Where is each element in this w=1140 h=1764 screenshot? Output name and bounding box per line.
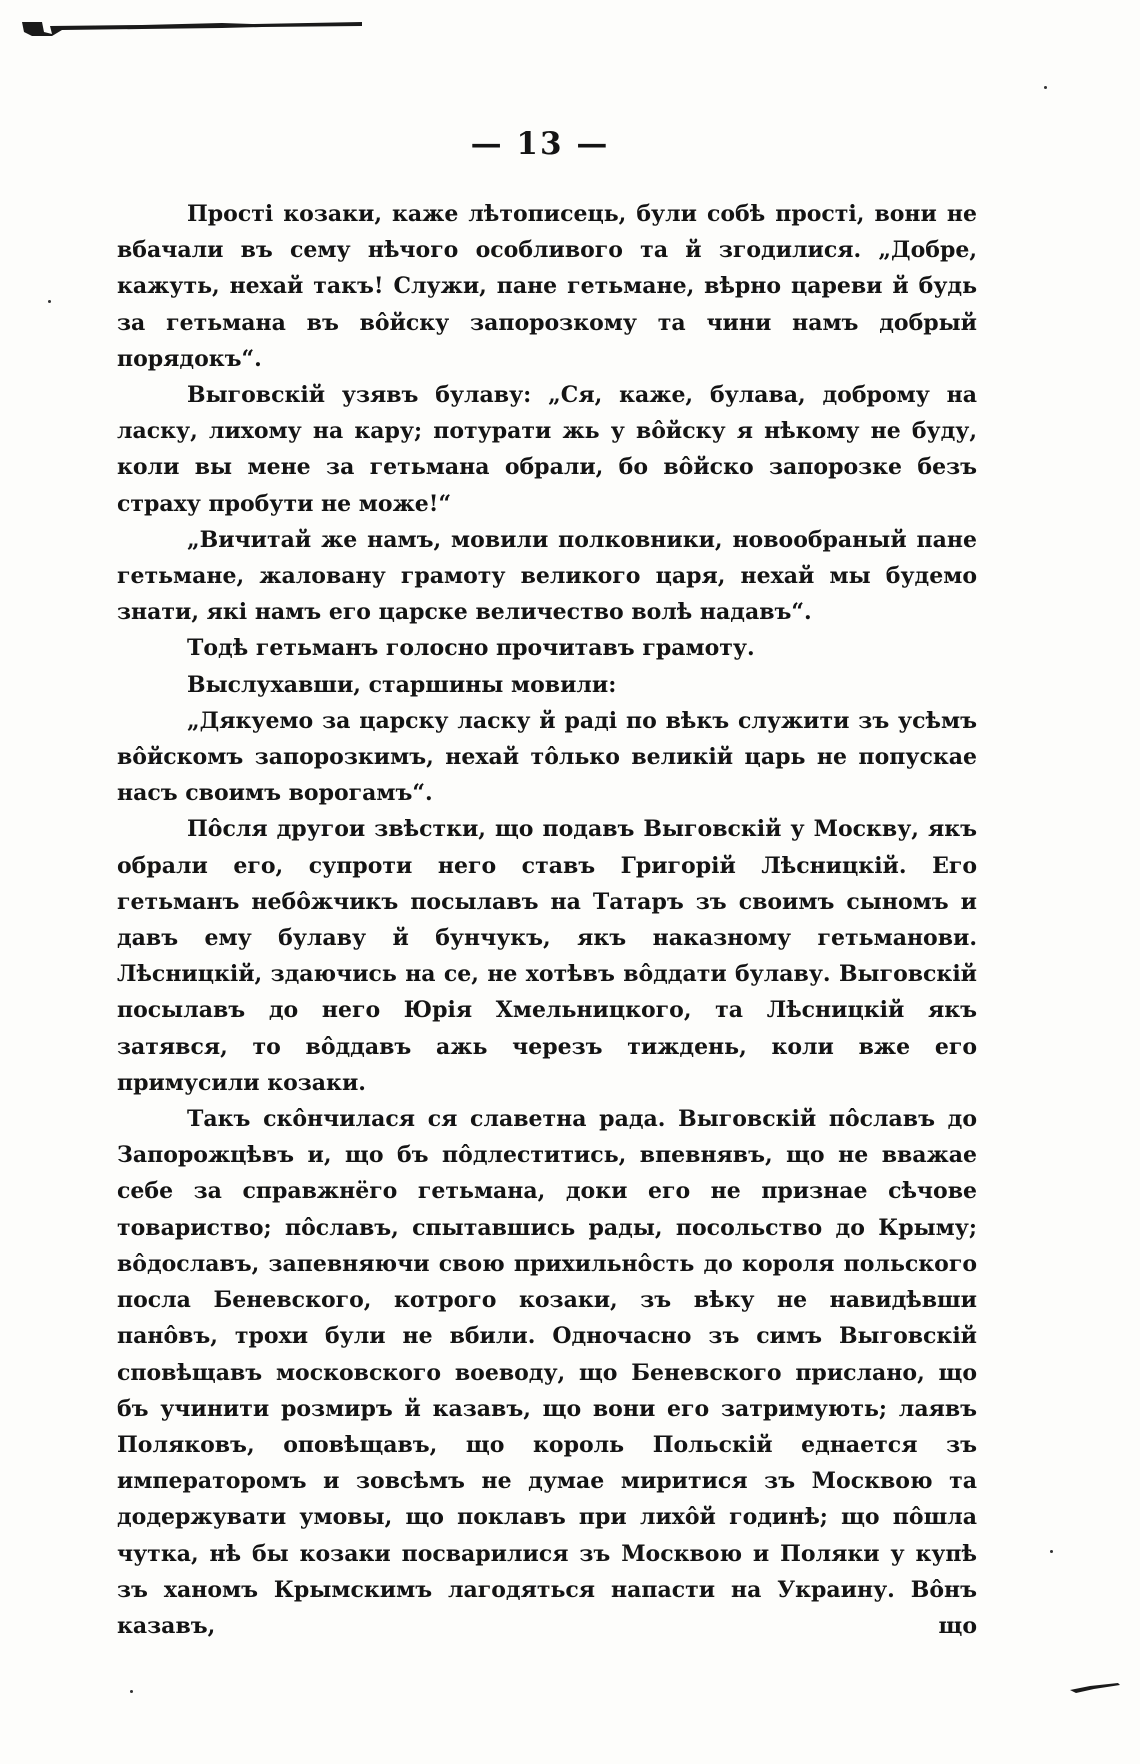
paragraph: Прості козаки, каже лѣтописець, були собѣ прості, вони не вбачали въ сему нѣчого особливого та й згодилися. „Добре, кажуть, нехай такъ! Служи, пане гетьмане, вѣрно цареви й будь за гетьмана въ вôйску запорозкому та чини намъ добрый порядокъ“.	[117, 201, 977, 372]
dust-speck	[130, 1690, 133, 1693]
body-text	[117, 196, 977, 1644]
paragraph: Пôсля другои звѣстки, що подавъ Выговскій у Москву, якъ обрали его, супроти него ставъ Григорій Лѣсницкій. Его гетьманъ небôжчикъ посылавъ на Татаръ зъ своимъ сыномъ и давъ ему булаву й бунчукъ, якъ наказному гетьманови. Лѣсницкій, здаючись на се, не хотѣвъ вôддати булаву. Выговскій посылавъ до него Юрія Хмельницкого, та Лѣсницкій якъ затявся, то вôддавъ ажь черезъ тиждень, коли вже его примусили козаки.	[117, 816, 977, 1096]
scan-edge-mark	[22, 20, 362, 36]
page-number: — 13 —	[470, 126, 610, 162]
dust-speck	[1044, 86, 1047, 89]
paragraph: Такъ скôнчилася ся славетна рада. Выговскій пôславъ до Запорожцѣвъ и, що бъ пôдлеститись, впевнявъ, що не вважае себе за справжнёго гетьмана, доки его не признае сѣчове товариство; пôславъ, спытавшись рады, посольство до Крыму; вôдославъ, запевняючи свою прихильнôсть до короля польского посла Беневского, котрого козаки, зъ вѣку не навидѣвши панôвъ, трохи були не вбили. Одночасно зъ симъ Выговскій сповѣщавъ московского воеводу, що Беневского прислано, що бъ учинити розмиръ й казавъ, що вони его затримують; лаявъ Поляковъ, оповѣщавъ, що король Польскій еднается зъ императоромъ и зовсѣмъ не думае миритися зъ Москвою та додержувати умовы, що поклавъ при лихôй годинѣ; що пôшла чутка, нѣ бы козаки посварилися зъ Москвою и Поляки у купѣ зъ ханомъ Крымскимъ лагодяться напасти на Украину. Вôнъ казавъ, що	[117, 1106, 977, 1639]
dust-speck	[48, 300, 51, 303]
paragraph: Выслухавши, старшины мовили:	[187, 671, 617, 698]
scan-edge-mark	[1070, 1680, 1120, 1694]
paragraph: „Вичитай же намъ, мовили полковники, новообраный пане гетьмане, жаловану грамоту великого царя, нехай мы будемо знати, які намъ его царске величество волѣ надавъ“.	[117, 526, 977, 626]
paragraph: „Дякуемо за царску ласку й раді по вѣкъ служити зъ усѣмъ вôйскомъ запорозкимъ, нехай тôлько великій царь не попускае насъ своимъ ворогамъ“.	[117, 707, 977, 807]
paragraph: Тодѣ гетьманъ голосно прочитавъ грамоту.	[187, 635, 755, 662]
dust-speck	[1050, 1550, 1053, 1553]
paragraph: Выговскій узявъ булаву: „Ся, каже, булава, доброму на ласку, лихому на кару; потурати жь у вôйску я нѣкому не буду, коли вы мене за гетьмана обрали, бо вôйско запорозке безъ страху пробути не може!“	[117, 382, 977, 517]
